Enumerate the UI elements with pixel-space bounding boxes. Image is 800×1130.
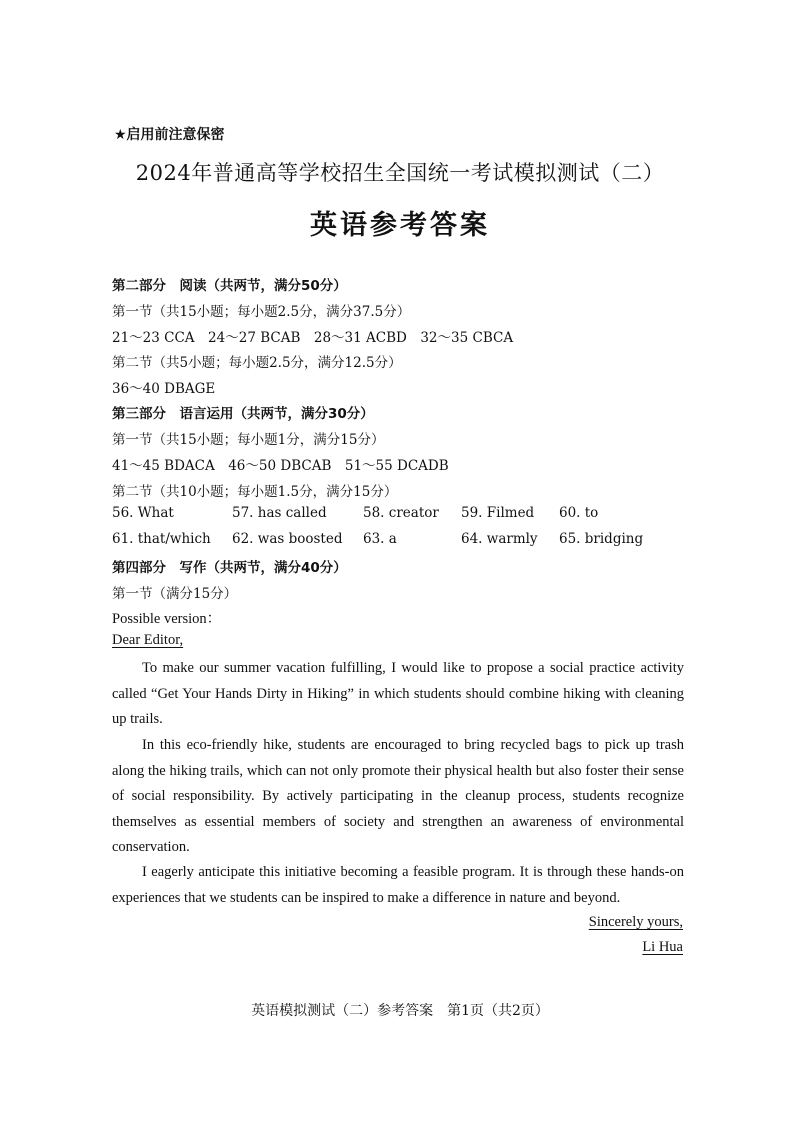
- page-footer: 英语模拟测试（二）参考答案 第1页（共2页）: [251, 1003, 549, 1019]
- part3-section1-answers: 41～45 BDACA 46～50 DBCAB 51～55 DCADB: [112, 458, 449, 474]
- part2-section2-answers: 36～40 DBAGE: [112, 381, 216, 397]
- letter-paragraph-2: In this eco-friendly hike, students are encouraged to bring recycled bags to pick up trash along the hiking trails, which can not only promote their physical health but also foster their sense of social responsibility. By actively participating in the cleanup process, students recognize themselves as essential members of society and strengthen an awareness of environmental conservation.: [112, 737, 684, 856]
- fill-answer: 65. bridging: [559, 531, 644, 547]
- part3-section2-heading: 第二节（共10小题；每小题1.5分，满分15分）: [112, 484, 398, 500]
- letter-paragraph-3: I eagerly anticipate this initiative becoming a feasible program. It is through these hands-on experiences that we students can be inspired to make a difference in nature and beyond.: [112, 864, 684, 906]
- letter-salutation: Dear Editor,: [112, 632, 184, 648]
- fill-answer: 58. creator: [363, 505, 439, 521]
- fill-answer: 62. was boosted: [232, 531, 343, 547]
- fill-answer: 64. warmly: [461, 531, 538, 547]
- fill-answer: 56. What: [112, 505, 174, 521]
- part4-heading: 第四部分 写作（共两节，满分40分）: [112, 560, 347, 576]
- confidential-notice: ★启用前注意保密: [114, 127, 225, 143]
- part2-section1-answers: 21～23 CCA 24～27 BCAB 28～31 ACBD 32～35 CBCA: [112, 330, 514, 346]
- fill-answer: 61. that/which: [112, 531, 211, 547]
- letter-signature: Li Hua: [642, 939, 683, 955]
- letter-closing: Sincerely yours,: [588, 914, 683, 930]
- exam-title: 2024年普通高等学校招生全国统一考试模拟测试（二）: [135, 161, 665, 185]
- part2-heading: 第二部分 阅读（共两节，满分50分）: [112, 278, 347, 294]
- fill-answer: 60. to: [559, 505, 599, 521]
- part3-section1-heading: 第一节（共15小题；每小题1分，满分15分）: [112, 432, 385, 448]
- part4-section1-heading: 第一节（满分15分）: [112, 586, 238, 602]
- fill-answer: 59. Filmed: [461, 505, 535, 521]
- letter-paragraph-1: To make our summer vacation fulfilling, I would like to propose a social practice activity called “Get Your Hands Dirty in Hiking” in which students should combine hiking with cleaning up trails.: [112, 660, 684, 728]
- fill-answer: 63. a: [363, 531, 397, 547]
- part2-section1-heading: 第一节（共15小题；每小题2.5分，满分37.5分）: [112, 304, 411, 320]
- part2-section2-heading: 第二节（共5小题；每小题2.5分，满分12.5分）: [112, 355, 402, 371]
- possible-version-label: Possible version：: [112, 611, 222, 627]
- fill-answer: 57. has called: [232, 505, 327, 521]
- part3-heading: 第三部分 语言运用（共两节，满分30分）: [112, 406, 374, 422]
- answer-key-title: 英语参考答案: [310, 210, 490, 241]
